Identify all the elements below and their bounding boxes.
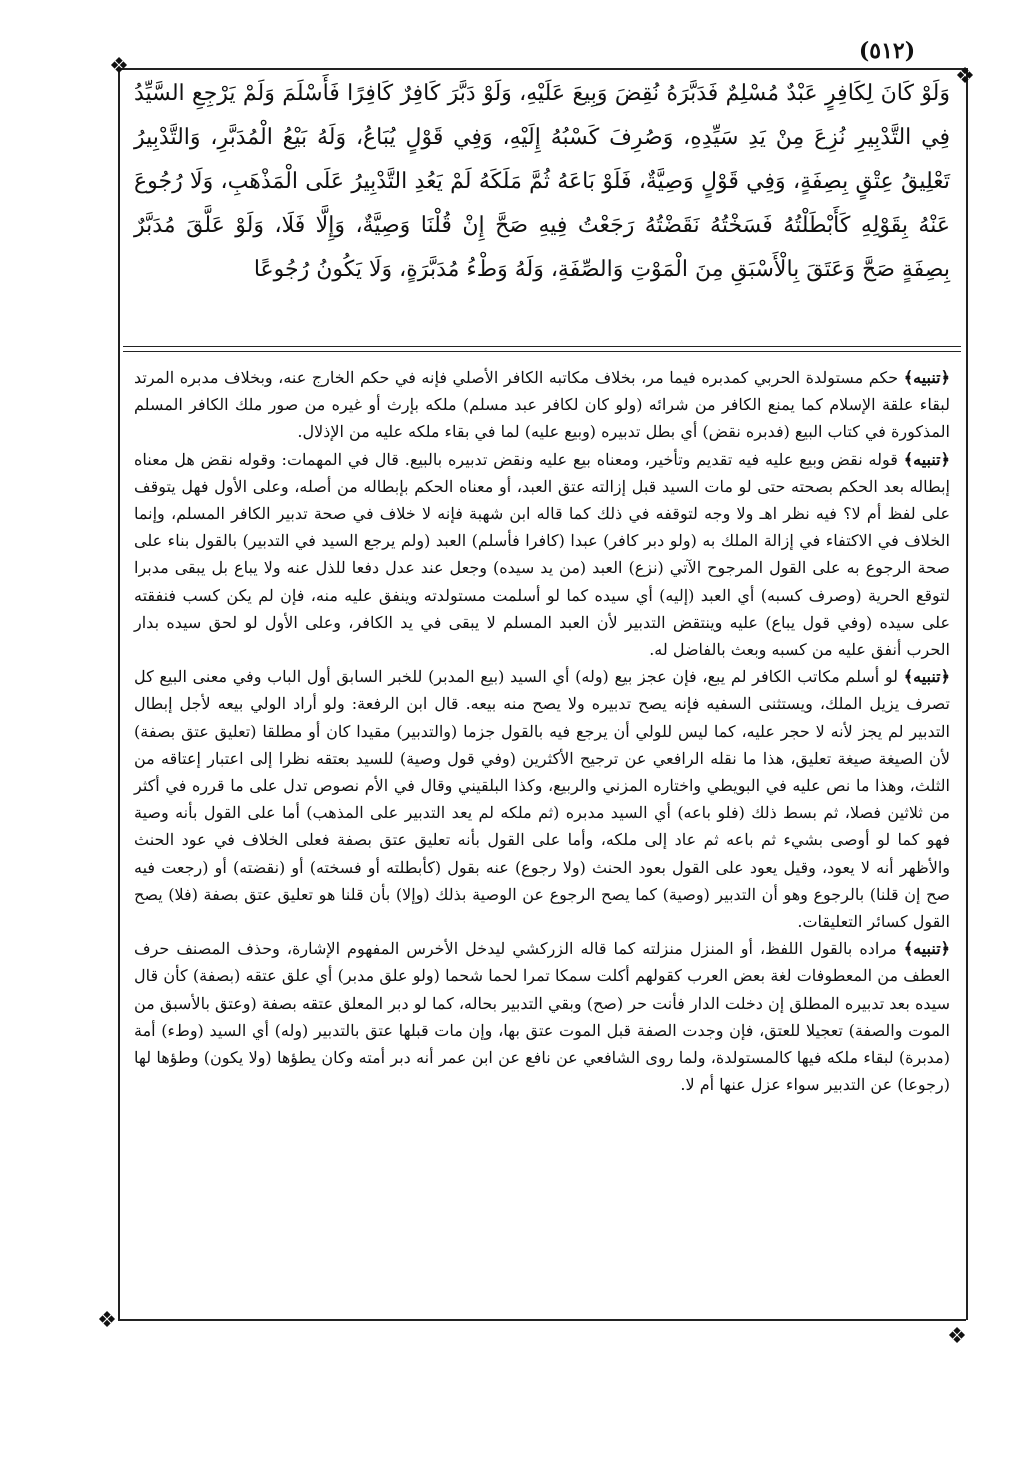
tanbih-marker: ﴿ تنبيه ﴾ xyxy=(904,450,950,469)
commentary-text: قوله نقض وبيع عليه فيه تقديم وتأخير، ومعناه بيع عليه ونقض تدبيره بالبيع. قال في المهمات: وقوله نقض هل معناه إبطاله بعد الحكم بصحته حتى لو مات السيد قبل إزالته عتق العبد، أو معناه الحكم بإبطاله من أصله، وعلى الأول فهل يتوقف على لفظ أم لا؟ فيه نظر اهـ ولا وجه لتوقفه في ذلك كما قاله ابن شهبة فإنه لا خلاف في صحة تدبير الكافر المسلم، وإنما الخلاف في الاكتفاء في إزالة الملك به (ولو دبر كافر) عبدا (كافرا فأسلم) العبد (ولم يرجع السيد في التدبير) بالقول بناء على صحة الرجوع به على القول المرجوح الآتي (نزع) العبد (من يد سيده) وجعل عند عدل دفعا للذل عنه ولا يباع بل يبقى مدبرا لتوقع الحرية (وصرف كسبه) أي العبد (إليه) أي سيده كما لو أسلمت مستولدته وينفق عليه منه، فإن لم يكن كسب فنفقته على سيده (وفي قول يباع) عليه وينتقض التدبير لأن العبد المسلم لا يبقى في يد الكافر، وعلى الأول لو لحق سيده بدار الحرب أنفق عليه من كسبه وبعث بالفاضل له. xyxy=(134,449,951,660)
bottom-border-rule xyxy=(118,1319,966,1321)
commentary-text: حكم مستولدة الحربي كمدبره فيما مر، بخلاف مكاتبه الكافر الأصلي فإنه في حكم الخارج عنه، وبخلاف مدبره المرتد لبقاء علقة الإسلام كما يمنع الكافر من شرائه (ولو كان لكافر عبد مسلم) ملكه بإرث أو غيره من صور ملك الكافر المسلم المذكورة في كتاب البيع (فدبره نقض) أي بطل تدبيره (وبيع عليه) لما في بقاء ملكه عليه من الإذلال. xyxy=(134,368,950,442)
commentary-block xyxy=(128,364,956,1314)
commentary-paragraph xyxy=(128,935,956,1098)
section-separator xyxy=(123,346,961,352)
corner-ornament-icon: ❖ xyxy=(955,64,975,89)
page-number: (٥١٢) xyxy=(858,38,916,64)
commentary-paragraph xyxy=(128,663,956,935)
tanbih-marker: ﴿ تنبيه ﴾ xyxy=(904,667,950,686)
commentary-paragraph xyxy=(128,446,956,664)
corner-ornament-icon: ❖ xyxy=(947,1324,967,1349)
main-text-paragraph: وَلَوْ كَانَ لِكَافِرٍ عَبْدٌ مُسْلِمٌ فَدَبَّرَهُ نُقِضَ وَبِيعَ عَلَيْهِ، وَلَوْ دَبَّرَ كَافِرٌ كَافِرًا فَأَسْلَمَ وَلَمْ يَرْجِعِ السَّيِّدُ فِي التَّدْبِيرِ نُزِعَ مِنْ يَدِ سَيِّدِهِ، وَصُرِفَ كَسْبُهُ إِلَيْهِ، وَفِي قَوْلٍ يُبَاعُ، وَلَهُ بَيْعُ الْمُدَبَّرِ، وَالتَّدْبِيرُ تَعْلِيقُ عِتْقٍ بِصِفَةٍ، وَفِي قَوْلٍ وَصِيَّةٌ، فَلَوْ بَاعَهُ ثُمَّ مَلَكَهُ لَمْ يَعُدِ التَّدْبِيرُ عَلَى الْمَذْهَبِ، وَلَا رُجُوعَ عَنْهُ بِقَوْلِهِ كَأَبْطَلْتُهُ فَسَخْتُهُ نَقَضْتُهُ رَجَعْتُ فِيهِ صَحَّ إِنْ قُلْنَا وَصِيَّةٌ، وَإِلَّا فَلَا، وَلَوْ عَلَّقَ مُدَبَّرٌ بِصِفَةٍ صَحَّ وَعَتَقَ بِالْأَسْبَقِ مِنَ الْمَوْتِ وَالصِّفَةِ، وَلَهُ وَطْءُ مُدَبَّرَةٍ، وَلَا يَكُونُ رُجُوعًا xyxy=(134,81,950,282)
commentary-text: لو أسلم مكاتب الكافر لم يبع، فإن عجز بيع (وله) أي السيد (بيع المدبر) للخبر السابق أول الباب وفي معنى البيع كل تصرف يزيل الملك، ويستثنى السفيه فإنه يصح تدبيره ولا يصح منه بيعه. قال ابن الرفعة: ولو أراد الولي بيعه لأجل إبطال التدبير لم يجز لأنه لا حجر عليه، كما ليس للولي أن يرجع فيه بالقول جزما (والتدبير) مقيدا كان أو مطلقا (تعليق عتق بصفة) لأن الصيغة صيغة تعليق، هذا ما نقله الرافعي عن ترجيح الأكثرين (وفي قول وصية) للسيد بعتقه نظرا إلى اعتبار إعتاقه من الثلث، وهذا ما نص عليه في البويطي واختاره المزني والربيع، وكذا البلقيني وقال في الأم نصوص تدل على ما قرره في أكثر من ثلاثين فصلا، ثم بسط ذلك (فلو باعه) أي السيد مدبره (ثم ملكه لم يعد التدبير على المذهب) أما على القول بأنه وصية فهو كما لو أوصى بشيء ثم باعه ثم عاد إلى ملكه، وأما على القول بأنه تعليق عتق بصفة فعلى الخلاف في عود الحنث والأظهر أنه لا يعود، وقيل يعود على القول بعود الحنث (ولا رجوع) عنه بقول (كأبطلته أو فسخته) أو (نقضته) أو (رجعت فيه صح إن قلنا) بالرجوع وهو أن التدبير (وصية) كما يصح الرجوع عن الوصية بذلك (وإلا) بأن قلنا هو تعليق عتق بصفة (فلا) يصح القول كسائر التعليقات. xyxy=(134,667,951,932)
tanbih-marker: ﴿ تنبيه ﴾ xyxy=(904,939,950,958)
tanbih-marker: ﴿ تنبيه ﴾ xyxy=(904,368,950,387)
corner-ornament-icon: ❖ xyxy=(109,54,129,79)
corner-ornament-icon: ❖ xyxy=(97,1308,117,1333)
commentary-text: مراده بالقول اللفظ، أو المنزل منزلته كما قاله الزركشي ليدخل الأخرس المفهوم الإشارة، وحذف المصنف حرف العطف من المعطوفات لغة بعض العرب كقولهم أكلت سمكا تمرا لحما شحما (ولو علق مدبر) أي علق عتقه (بصفة) كأن قال سيده بعد تدبيره المطلق إن دخلت الدار فأنت حر (صح) وبقي التدبير بحاله، كما لو دبر المعلق عتقه بصفة (وعتق بالأسبق من الموت والصفة) تعجيلا للعتق، فإن وجدت الصفة قبل الموت عتق بها، وإن مات قبلها عتق بالتدبير (وله) أي السيد (وطء) أمة (مدبرة) لبقاء ملكه فيها كالمستولدة، ولما روى الشافعي عن نافع عن ابن عمر أنه دبر أمته وكان يطؤها (ولا يكون) وطؤها لها (رجوعا) عن التدبير سواء عزل عنها أم لا. xyxy=(134,939,950,1095)
commentary-paragraph xyxy=(128,364,956,446)
main-text-block xyxy=(128,72,956,338)
